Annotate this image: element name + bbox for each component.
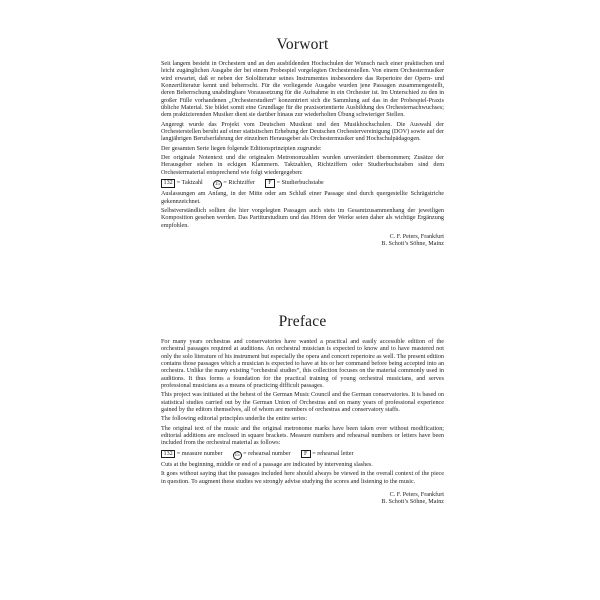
measure-number-symbol: 132 [161, 450, 175, 459]
legend-rehearsal-text: = rehearsal number [243, 450, 291, 457]
vorwort-paragraph-5: Auslassungen am Anfang, in der Mitte oder am Schluß einer Passage sind durch quergestellte Schrägstriche gekennzeichnet. [161, 191, 444, 205]
preface-paragraph-1: For many years orchestras and conservatories have wanted a practical and easily accessible edition of the orchestral passages required at auditions. An orchestral musician is expected to know and to have mastered not only the solo literature of his instrument but especially the opera and concert repertoire as well. The present edition contains those passages which a musician is expected to have at his or her command before being accepted into an orchestra. Unlike the many existing “orchestral studies”, this collection focuses on the material commonly used in auditions. It thus forms a foundation for the practical training of young orchestral musicians, and serves professional musicians as a means of practicing difficult passages. [161, 339, 444, 390]
vorwort-section [161, 36, 444, 249]
vorwort-signature-1: C. F. Peters, Frankfurt [389, 233, 444, 240]
vorwort-symbol-legend [161, 179, 444, 189]
legend-measure-text: = measure number [176, 450, 223, 457]
preface-paragraph-2: This project was initiated at the behest of the German Music Council and the German conservatories. It is based on statistical studies carried out by the German Union of Orchestras and on many years of professional experience gained by the editors themselves, all of whom are members of orchestras and conservatory staffs. [161, 392, 444, 414]
legend-measure-text: = Taktzahl [176, 180, 203, 187]
preface-paragraph-3: The following editorial principles underlie the entire series: [161, 416, 308, 423]
vorwort-signature-2: B. Schott’s Söhne, Mainz [381, 241, 444, 248]
vorwort-paragraph-4: Der originale Notentext und die originalen Metronomzahlen wurden unverändert übernommen; Zusätze der Herausgeber stehen in eckigen Klammern. Taktzahlen, Richtziffern oder Studierbuchstaben sind dem Orchestermaterial entsprechend wie folgt wiedergegeben: [161, 155, 444, 176]
rehearsal-letter-symbol: F [265, 179, 275, 188]
preface-signature-1: C. F. Peters, Frankfurt [389, 491, 444, 498]
preface-section [161, 313, 444, 507]
legend-letter-text: = Studierbuchstabe [276, 180, 324, 187]
measure-number-symbol: 132 [161, 179, 175, 188]
vorwort-paragraph-6: Selbstverständlich sollten die hier vorgelegten Passagen auch stets im Gesamtzusammenhang der jeweiligen Komposition gesehen werden. Das Partiturstudium und das Hören der Werke seien daher als wichtige Ergänzung empfohlen. [161, 207, 444, 229]
vorwort-title: Vorwort [276, 36, 329, 53]
vorwort-paragraph-3: Der gesamten Serie liegen folgende Editionsprinzipien zugrunde: [161, 145, 322, 152]
preface-symbol-legend [161, 450, 444, 460]
rehearsal-number-symbol: 15 [214, 182, 220, 188]
rehearsal-number-symbol: 15 [234, 452, 240, 458]
preface-paragraph-5: Cuts at the beginning, middle or end of a passage are indicated by intervening slashes. [161, 461, 373, 468]
preface-signature-2: B. Schott’s Söhne, Mainz [381, 499, 444, 506]
preface-paragraph-6: It goes without saying that the passages included here should always be viewed in the overall context of the piece in question. To augment these studies we strongly advise studying the scores and listening to the music. [161, 471, 444, 485]
rehearsal-letter-symbol: F [301, 450, 311, 459]
vorwort-paragraph-2: Angeregt wurde das Projekt vom Deutschen Musikrat und den Musikhochschulen. Die Auswahl der Orchesterstellen beruht auf einer statistischen Erhebung der Deutschen Orchestervereinigung (DOV) sowie auf der langjährigen Berufserfahrung der einzelnen Herausgeber als Orchestermusiker und Hochschulpädagogen. [161, 121, 444, 143]
preface-title: Preface [278, 313, 327, 330]
vorwort-paragraph-1: Seit langem besteht in Orchestern und an den ausbildenden Hochschulen der Wunsch nach einer praktischen und leicht zugänglichen Ausgabe der bei einem Probespiel vorgelegten Orchesterstellen. Von einem Orchestermusiker wird erwartet, daß er neben der Sololiteratur seines Instrumentes insbesondere das Repertoire der Opern- und Konzertliteratur kennt und beherrscht. Für die vorliegende Ausgabe wurden jene Passagen zusammengestellt, deren Beherrschung unabdingbare Voraussetzung für die Aufnahme in ein Orchester ist. Im Unterschied zu den in großer Fülle vorhandenen „Orchesterstudien“ konzentriert sich die Sammlung auf das in der Probespiel-Praxis übliche Material. Sie bildet somit eine Grundlage für die praxisorientierte Ausbildung des Orchesternachwuchses; dem praktizierenden Musiker dient sie darüber hinaus zur wiederholten Übung schwieriger Stellen. [161, 61, 444, 119]
preface-paragraph-4: The original text of the music and the original metronome marks have been taken over without modification; editorial additions are enclosed in square brackets. Measure numbers and rehearsal numbers or letters have been included from the orchestral material as follows: [161, 425, 444, 447]
legend-letter-text: = rehearsal letter [312, 450, 354, 457]
legend-rehearsal-text: = Richtziffer [223, 180, 255, 187]
